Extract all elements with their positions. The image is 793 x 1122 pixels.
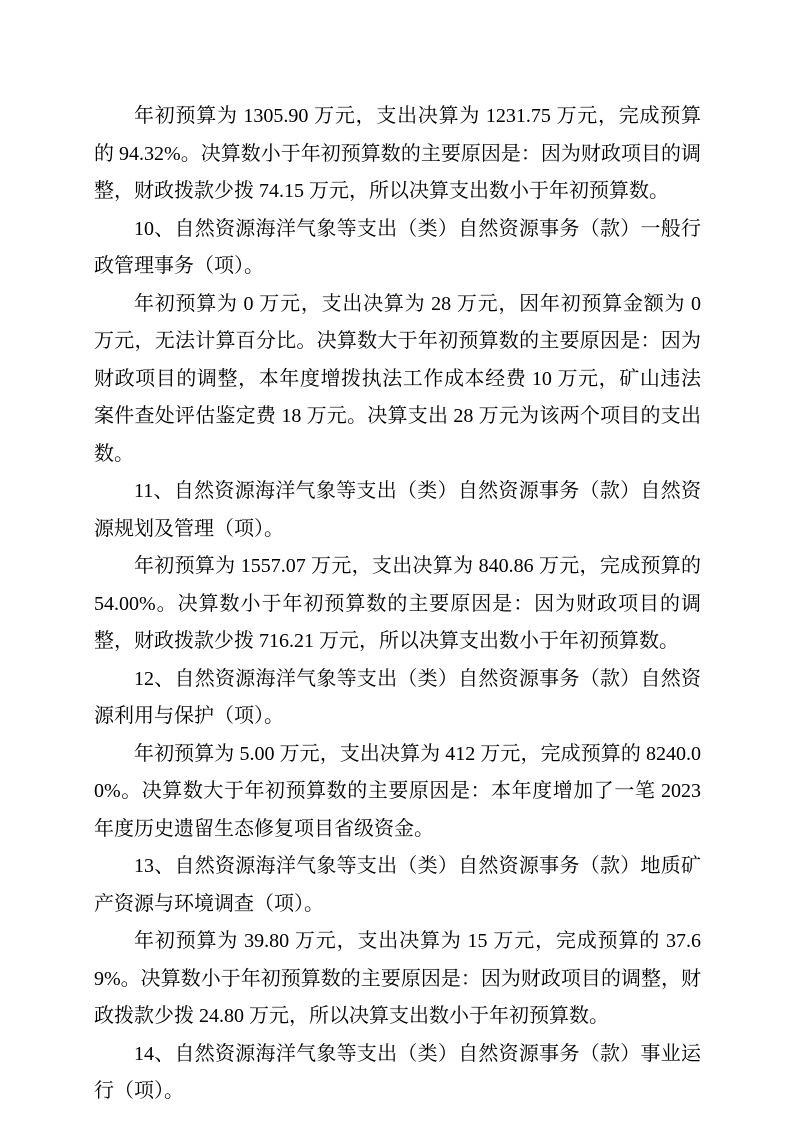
paragraph-item-10-detail: 年初预算为 0 万元，支出决算为 28 万元，因年初预算金额为 0 万元，无法计算百分比。决算数大于年初预算数的主要原因是：因为财政项目的调整，本年度增拨执法工作成本经费 10 万元，矿山违法案件查处评估鉴定费 18 万元。决算支出 28 万元为该两个项目的支出数。	[94, 292, 701, 465]
paragraph-item-11-heading: 11、自然资源海洋气象等支出（类）自然资源事务（款）自然资源规划及管理（项）。	[94, 480, 701, 540]
paragraph-item-11-detail: 年初预算为 1557.07 万元，支出决算为 840.86 万元，完成预算的 54.00%。决算数小于年初预算数的主要原因是：因为财政项目的调整，财政拨款少拨 716.21 万元，所以决算支出数小于年初预算数。	[94, 555, 701, 652]
paragraph-item-12-heading: 12、自然资源海洋气象等支出（类）自然资源事务（款）自然资源利用与保护（项）。	[94, 667, 701, 727]
paragraph-item-14-heading: 14、自然资源海洋气象等支出（类）自然资源事务（款）事业运行（项）。	[94, 1042, 701, 1102]
document-body	[94, 98, 701, 1111]
paragraph-item-13-heading: 13、自然资源海洋气象等支出（类）自然资源事务（款）地质矿产资源与环境调查（项）。	[94, 855, 701, 915]
paragraph-item-10-heading: 10、自然资源海洋气象等支出（类）自然资源事务（款）一般行政管理事务（项）。	[94, 217, 701, 277]
paragraph-item-13-detail: 年初预算为 39.80 万元，支出决算为 15 万元，完成预算的 37.69%。决算数小于年初预算数的主要原因是：因为财政项目的调整，财政拨款少拨 24.80 万元，所以决算支出数小于年初预算数。	[94, 930, 701, 1027]
paragraph-budget-detail: 年初预算为 1305.90 万元，支出决算为 1231.75 万元，完成预算的 94.32%。决算数小于年初预算数的主要原因是：因为财政项目的调整，财政拨款少拨 74.15 万元，所以决算支出数小于年初预算数。	[94, 105, 701, 202]
paragraph-item-12-detail: 年初预算为 5.00 万元，支出决算为 412 万元，完成预算的 8240.00%。决算数大于年初预算数的主要原因是：本年度增加了一笔 2023 年度历史遗留生态修复项目省级资金。	[94, 742, 701, 840]
